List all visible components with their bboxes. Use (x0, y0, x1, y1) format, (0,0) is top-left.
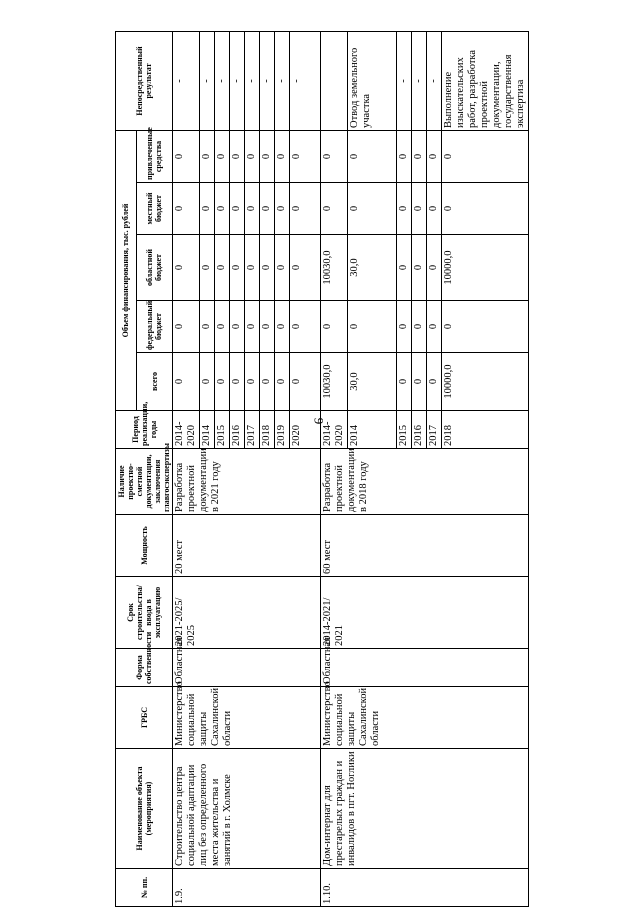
cell-other: 0 (412, 131, 427, 183)
cell-local: 0 (245, 183, 260, 235)
cell-local: 0 (260, 183, 275, 235)
cell-result: - (427, 32, 442, 131)
cell-period: 2017 (427, 411, 442, 449)
cell-local: 0 (321, 183, 348, 235)
cell-federal: 0 (260, 301, 275, 353)
financing-table (115, 31, 529, 907)
object-term: 2014-2021/ 2021 (321, 577, 529, 649)
cell-other: 0 (427, 131, 442, 183)
object-power: 20 мест (173, 515, 321, 577)
object-grbs: Министерство социальной защиты Сахалинской области (173, 687, 321, 749)
cell-other: 0 (215, 131, 230, 183)
header-total: всего (136, 353, 172, 411)
header-psd: Наличие проектно-сметной документации, заключения главгосэкспертизы (116, 449, 173, 515)
cell-result: - (200, 32, 215, 131)
cell-result: - (412, 32, 427, 131)
cell-federal: 0 (442, 301, 529, 353)
cell-regional: 0 (215, 235, 230, 301)
cell-local: 0 (290, 183, 321, 235)
cell-result: - (397, 32, 412, 131)
cell-period: 2015 (397, 411, 412, 449)
cell-period: 2014 (348, 411, 397, 449)
cell-other: 0 (245, 131, 260, 183)
cell-local: 0 (427, 183, 442, 235)
cell-total: 0 (215, 353, 230, 411)
cell-federal: 0 (348, 301, 397, 353)
header-local: местный бюджет (136, 183, 172, 235)
cell-local: 0 (230, 183, 245, 235)
cell-other: 0 (275, 131, 290, 183)
cell-regional: 0 (230, 235, 245, 301)
cell-other: 0 (348, 131, 397, 183)
cell-total: 30,0 (348, 353, 397, 411)
cell-period: 2015 (215, 411, 230, 449)
object-grbs: Министерство социальной защиты Сахалинской области (321, 687, 529, 749)
cell-regional: 0 (427, 235, 442, 301)
header-result: Непосредственный результат (116, 32, 173, 131)
cell-regional: 0 (290, 235, 321, 301)
cell-federal: 0 (215, 301, 230, 353)
cell-total: 0 (260, 353, 275, 411)
cell-local: 0 (397, 183, 412, 235)
cell-regional: 0 (200, 235, 215, 301)
cell-total: 0 (412, 353, 427, 411)
object-name: Дом-интернат для престарелых граждан и инвалидов в пгт. Ноглики (321, 749, 529, 869)
cell-result (321, 32, 348, 131)
cell-total: 0 (200, 353, 215, 411)
cell-local: 0 (412, 183, 427, 235)
cell-federal: 0 (173, 301, 200, 353)
cell-federal: 0 (321, 301, 348, 353)
cell-period: 2014 (200, 411, 215, 449)
cell-total: 0 (397, 353, 412, 411)
cell-other: 0 (260, 131, 275, 183)
header-form: Форма собственности (116, 649, 173, 687)
cell-result: Выполнение изыскательских работ, разработка проектной документации, государственная экспертиза (442, 32, 529, 131)
cell-local: 0 (442, 183, 529, 235)
cell-result: - (215, 32, 230, 131)
cell-federal: 0 (245, 301, 260, 353)
cell-result: - (290, 32, 321, 131)
cell-total: 0 (245, 353, 260, 411)
object-form: Областная (173, 649, 321, 687)
cell-regional: 30,0 (348, 235, 397, 301)
cell-federal: 0 (412, 301, 427, 353)
page-number: 9 (311, 417, 327, 425)
cell-other: 0 (200, 131, 215, 183)
cell-local: 0 (173, 183, 200, 235)
cell-result: - (260, 32, 275, 131)
cell-federal: 0 (200, 301, 215, 353)
header-regional: областной бюджет (136, 235, 172, 301)
cell-period: 2020 (290, 411, 321, 449)
cell-period: 2016 (230, 411, 245, 449)
header-grbs: ГРБС (116, 687, 173, 749)
cell-period: 2016 (412, 411, 427, 449)
header-power: Мощность (116, 515, 173, 577)
header-term: Срок строительства/ ввода в эксплуатацию (116, 577, 173, 649)
cell-federal: 0 (230, 301, 245, 353)
cell-regional: 0 (245, 235, 260, 301)
cell-total: 0 (275, 353, 290, 411)
cell-regional: 10000,0 (442, 235, 529, 301)
object-name: Строительство центра социальной адаптации лиц без определенного места жительства и занятий в г. Холмске (173, 749, 321, 869)
rotated-table-wrapper (115, 32, 615, 907)
cell-other: 0 (321, 131, 348, 183)
object-term: 2021-2025/ 2025 (173, 577, 321, 649)
table-row (321, 32, 348, 907)
header-federal: федеральный бюджет (136, 301, 172, 353)
object-form: Областная (321, 649, 529, 687)
cell-federal: 0 (427, 301, 442, 353)
cell-total: 0 (230, 353, 245, 411)
object-power: 60 мест (321, 515, 529, 577)
cell-local: 0 (348, 183, 397, 235)
cell-total: 10030,0 (321, 353, 348, 411)
table-row (173, 32, 200, 907)
cell-period: 2018 (260, 411, 275, 449)
header-other: привлеченные средства (136, 131, 172, 183)
cell-total: 0 (173, 353, 200, 411)
cell-other: 0 (230, 131, 245, 183)
object-num: 1.9. (173, 869, 321, 907)
cell-result: Отвод земельного участка (348, 32, 397, 131)
cell-regional: 0 (275, 235, 290, 301)
cell-regional: 0 (412, 235, 427, 301)
cell-local: 0 (215, 183, 230, 235)
object-num: 1.10. (321, 869, 529, 907)
cell-regional: 0 (397, 235, 412, 301)
cell-other: 0 (397, 131, 412, 183)
header-financing: Объем финансирования, тыс. рублей (116, 131, 137, 411)
cell-period: 2018 (442, 411, 529, 449)
cell-federal: 0 (397, 301, 412, 353)
cell-period: 2017 (245, 411, 260, 449)
cell-other: 0 (442, 131, 529, 183)
header-period: Период реализации, годы (116, 411, 173, 449)
cell-regional: 0 (260, 235, 275, 301)
cell-local: 0 (200, 183, 215, 235)
cell-regional: 10030,0 (321, 235, 348, 301)
cell-period: 2019 (275, 411, 290, 449)
cell-local: 0 (275, 183, 290, 235)
cell-federal: 0 (275, 301, 290, 353)
cell-other: 0 (290, 131, 321, 183)
header-num: № пп. (116, 869, 173, 907)
cell-result: - (275, 32, 290, 131)
cell-total: 10000,0 (442, 353, 529, 411)
cell-result: - (230, 32, 245, 131)
header-name: Наименование объекта (мероприятия) (116, 749, 173, 869)
cell-regional: 0 (173, 235, 200, 301)
cell-period: 2014-2020 (173, 411, 200, 449)
cell-federal: 0 (290, 301, 321, 353)
cell-result: - (173, 32, 200, 131)
cell-other: 0 (173, 131, 200, 183)
object-psd: Разработка проектной документации в 2021 году (173, 449, 321, 515)
cell-result: - (245, 32, 260, 131)
cell-total: 0 (427, 353, 442, 411)
object-psd: Разработка проектной документации в 2018 году (321, 449, 529, 515)
cell-total: 0 (290, 353, 321, 411)
cell-period: 2014-2020 (321, 411, 348, 449)
